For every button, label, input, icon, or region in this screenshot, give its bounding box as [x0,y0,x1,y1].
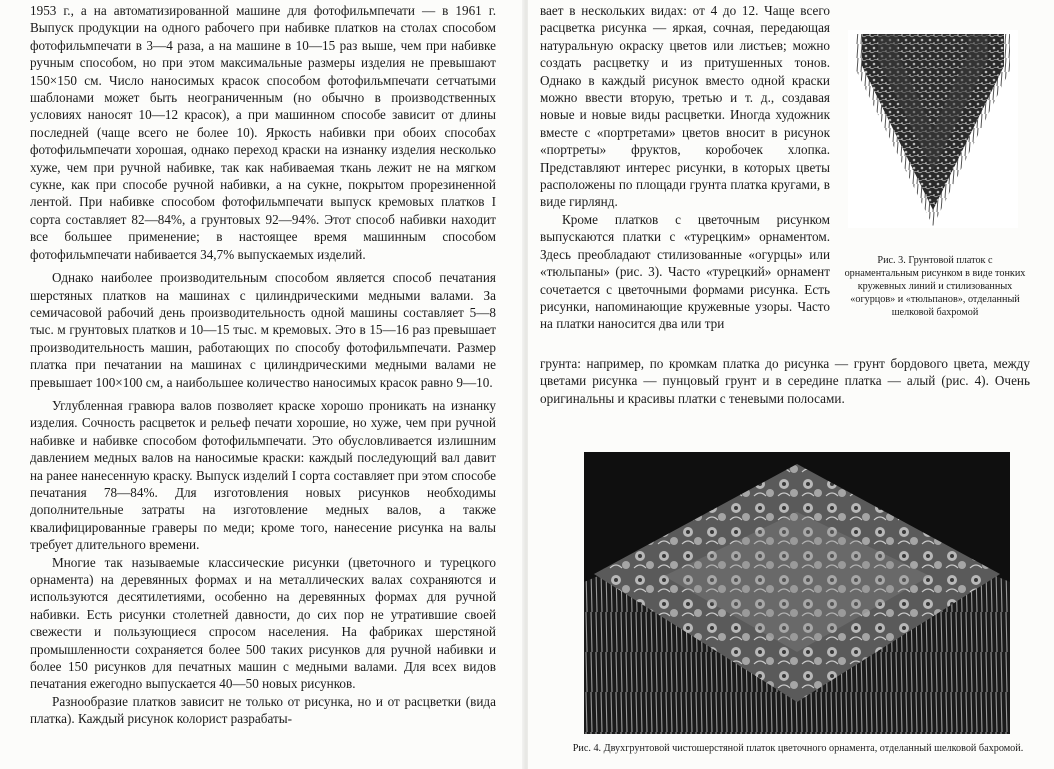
left-page-text [30,2,496,728]
right-page-wide-text [540,355,1030,407]
paragraph-2: Однако наиболее производительным способом является способ печатания шерстяных платков на машинах с цилиндрическими медными валами. За семичасовой рабочий день производительность одной машины составляет 5—8 тыс. м грунтовых платков и 10—15 тыс. м кремовых. Это в 15—16 раз превышает производительность машин, работающих по способу фотофильмпечати. Размер платка при печатании на машинах с цилиндрическими медными валами не превышает 100×100 см, а наибольшее количество наносимых красок равно 9—10. [30,270,496,390]
right-page [528,0,1054,769]
paragraph-6: вает в нескольких видах: от 4 до 12. Чаще всего расцветка рисунка — яркая, сочная, передающая натуральную окраску цветов или листьев; можно создать расцветку и из притушенных тонов. Однако в каждый рисунок вместо одной краски можно ввести вторую, третью и т. д., создавая новые и новые виды расцветки. Иногда художник вместе с «портретами» цветов вносит в рисунок «портреты» фруктов, коробочек хлопка. Представляют интерес рисунки, в которых цветы расположены по площади грунта платка кругами, в виде гирлянд. [540,3,830,210]
paragraph-7: Кроме платков с цветочным рисунком выпускаются платки с «турецким» орнаментом. Здесь преобладают стилизованные «огурцы» или «тюльпаны» (рис. 3). Часто «турецкий» орнамент сочетается с цветочными формами рисунка. Есть рисунки, напоминающие кружевные узоры. Часто на платки наносится два или три [540,211,830,332]
right-page-column-text [540,2,830,333]
paragraph-5: Разнообразие платков зависит не только от рисунка, но и от расцветки (вида платка). Каждый рисунок колорист разрабаты- [30,693,496,727]
paragraph-8: грунта: например, по кромкам платка до рисунка — грунт бордового цвета, между цветами рисунка — пунцовый грунт и в середине платка — алый (рис. 4). Очень оригинальны и красивы платки с теневыми полосами. [540,356,1030,406]
figure-4-caption: Рис. 4. Двухгрунтовой чистошерстяной платок цветочного орнамента, отделанный шелковой бахромой. [572,743,1024,754]
left-page [0,0,524,769]
figure-3-shawl-photo [848,30,1018,228]
figure-4-shawl-photo [584,452,1010,734]
paragraph-1: 1953 г., а на автоматизированной машине для фотофильмпечати — в 1961 г. Выпуск продукции на одного рабочего при набивке платков на столах способом фотофильмпечати в 3—4 раза, а на машине в 10—15 раз выше, чем при набивке ручным способом, но при этом максимальные размеры изделия не превышают 150×150 см. Число наносимых красок способом фотофильмпечати сетчатыми шаблонами может быть неограниченным (но обычно в производственных условиях наносят 10—12 красок), а при машинном способе зависит от длины последней (чаще всего не более 10). Яркость набивки при обоих способах фотофильмпечати хорошая, однако переход краски на изнанку изделия несколько хуже, чем при ручной набивке, так как набиваемая ткань лежит не на мягком сукне, как при способе ручной набивки, а на сукне, покрытом прорезиненной лентой. При набивке способом фотофильмпечати выпуск кремовых платков I сорта составляет 82—84%, а грунтовых 92—94%. Этот способ набивки находит все большее применение; в настоящее время машинным способом фотофильмпечати набивается 34,7% выпускаемых изделий. [30,3,496,262]
paragraph-3: Углубленная гравюра валов позволяет краске хорошо проникать на изнанку изделия. Сочность расцветок и рельеф печати хорошие, но хуже, чем при ручной набивке и набивке способом фотофильмпечати. Это обусловливается излишним давлением медных валов на наносимые краски: каждый последующий вал давит на ранее нанесенную краску. Выпуск изделий I сорта составляет при этом способе печатания 78—84%. Для изготовления новых рисунков необходимы дополнительные затраты на изготовление медных валов, а также квалифицированные граверы по меди; кроме того, нанесение рисунка на валы требует длительного времени. [30,397,496,553]
figure-3-caption: Рис. 3. Грунтовой платок с орнаментальным рисунком в виде тонких кружевных линий и стилизованных «огурцов» и «тюльпанов», отделанный шелковой бахромой [844,255,1026,318]
paragraph-4: Многие так называемые классические рисунки (цветочного и турецкого орнамента) на деревянных формах и на металлических валах сохраняются и используются десятилетиями, особенно на деревянных формах для ручной набивки. Есть рисунки столетней давности, до сих пор не утратившие своей свежести и пользующиеся спросом населения. На фабриках шерстяной промышленности сохраняется более 500 таких рисунков для ручной набивки и более 150 рисунков для печатных машин с медными валами. Для всех видов печатания ежегодно выпускается 40—50 новых рисунков. [30,554,496,692]
